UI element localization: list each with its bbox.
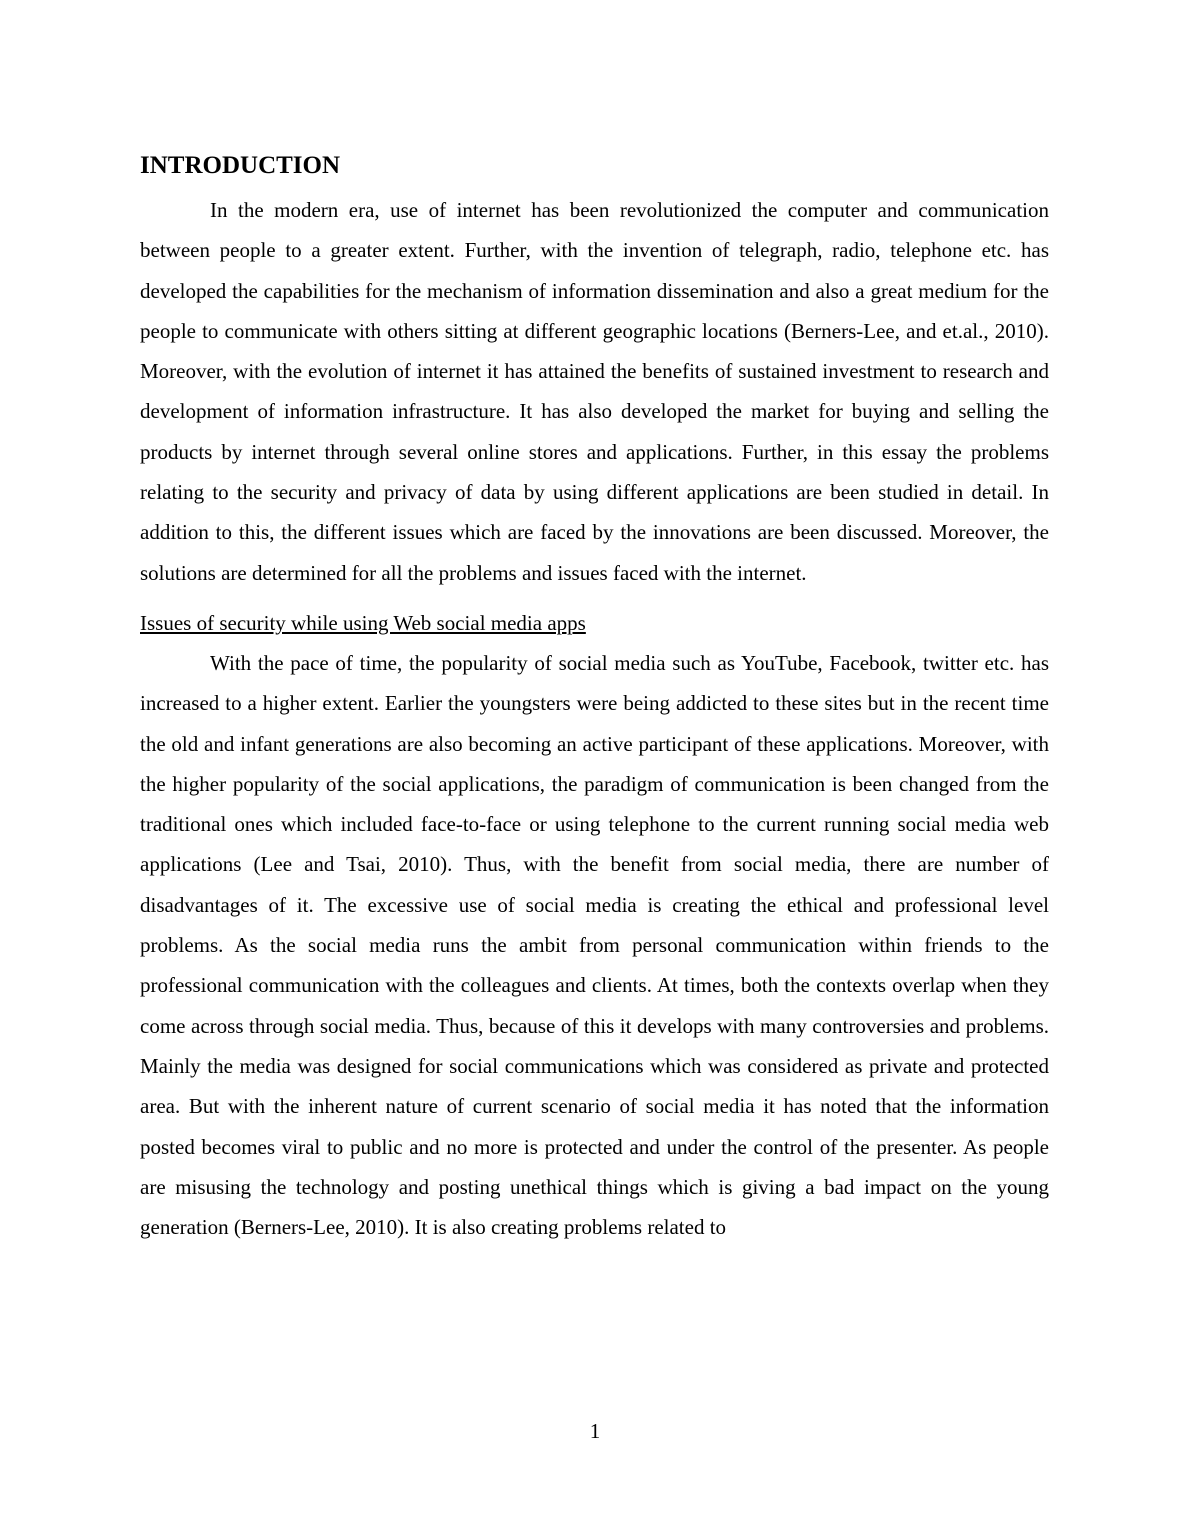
subheading-security-issues: Issues of security while using Web social media apps (140, 610, 586, 635)
security-paragraph: With the pace of time, the popularity of social media such as YouTube, Facebook, twitter etc. has increased to a higher extent. Earlier the youngsters were being addicted to these sites but in the recent time the old and infant generations are also becoming an active participant of these applications. Moreover, with the higher popularity of the social applications, the paradigm of communication is been changed from the traditional ones which included face-to-face or using telephone to the current running social media web applications (Lee and Tsai, 2010). Thus, with the benefit from social media, there are number of disadvantages of it. The excessive use of social media is creating the ethical and professional level problems. As the social media runs the ambit from personal communication within friends to the professional communication with the colleagues and clients. At times, both the contexts overlap when they come across through social media. Thus, because of this it develops with many controversies and problems. Mainly the media was designed for social communications which was considered as private and protected area. But with the inherent nature of current scenario of social media it has noted that the information posted becomes viral to public and no more is protected and under the control of the presenter. As people are misusing the technology and posting unethical things which is giving a bad impact on the young generation (Berners-Lee, 2010). It is also creating problems related to (140, 650, 1049, 1240)
intro-paragraph: In the modern era, use of internet has been revolutionized the computer and communication between people to a greater extent. Further, with the invention of telegraph, radio, telephone etc. has developed the capabilities for the mechanism of information dissemination and also a great medium for the people to communicate with others sitting at different geographic locations (Berners-Lee, and et.al., 2010). Moreover, with the evolution of internet it has attained the benefits of sustained investment to research and development of information infrastructure. It has also developed the market for buying and selling the products by internet through several online stores and applications. Further, in this essay the problems relating to the security and privacy of data by using different applications are been studied in detail. In addition to this, the different issues which are faced by the innovations are been discussed. Moreover, the solutions are determined for all the problems and issues faced with the internet. (140, 198, 1049, 585)
page-number: 1 (589, 1419, 601, 1443)
document-page (140, 148, 1049, 1247)
section-heading-introduction: INTRODUCTION (140, 152, 341, 179)
